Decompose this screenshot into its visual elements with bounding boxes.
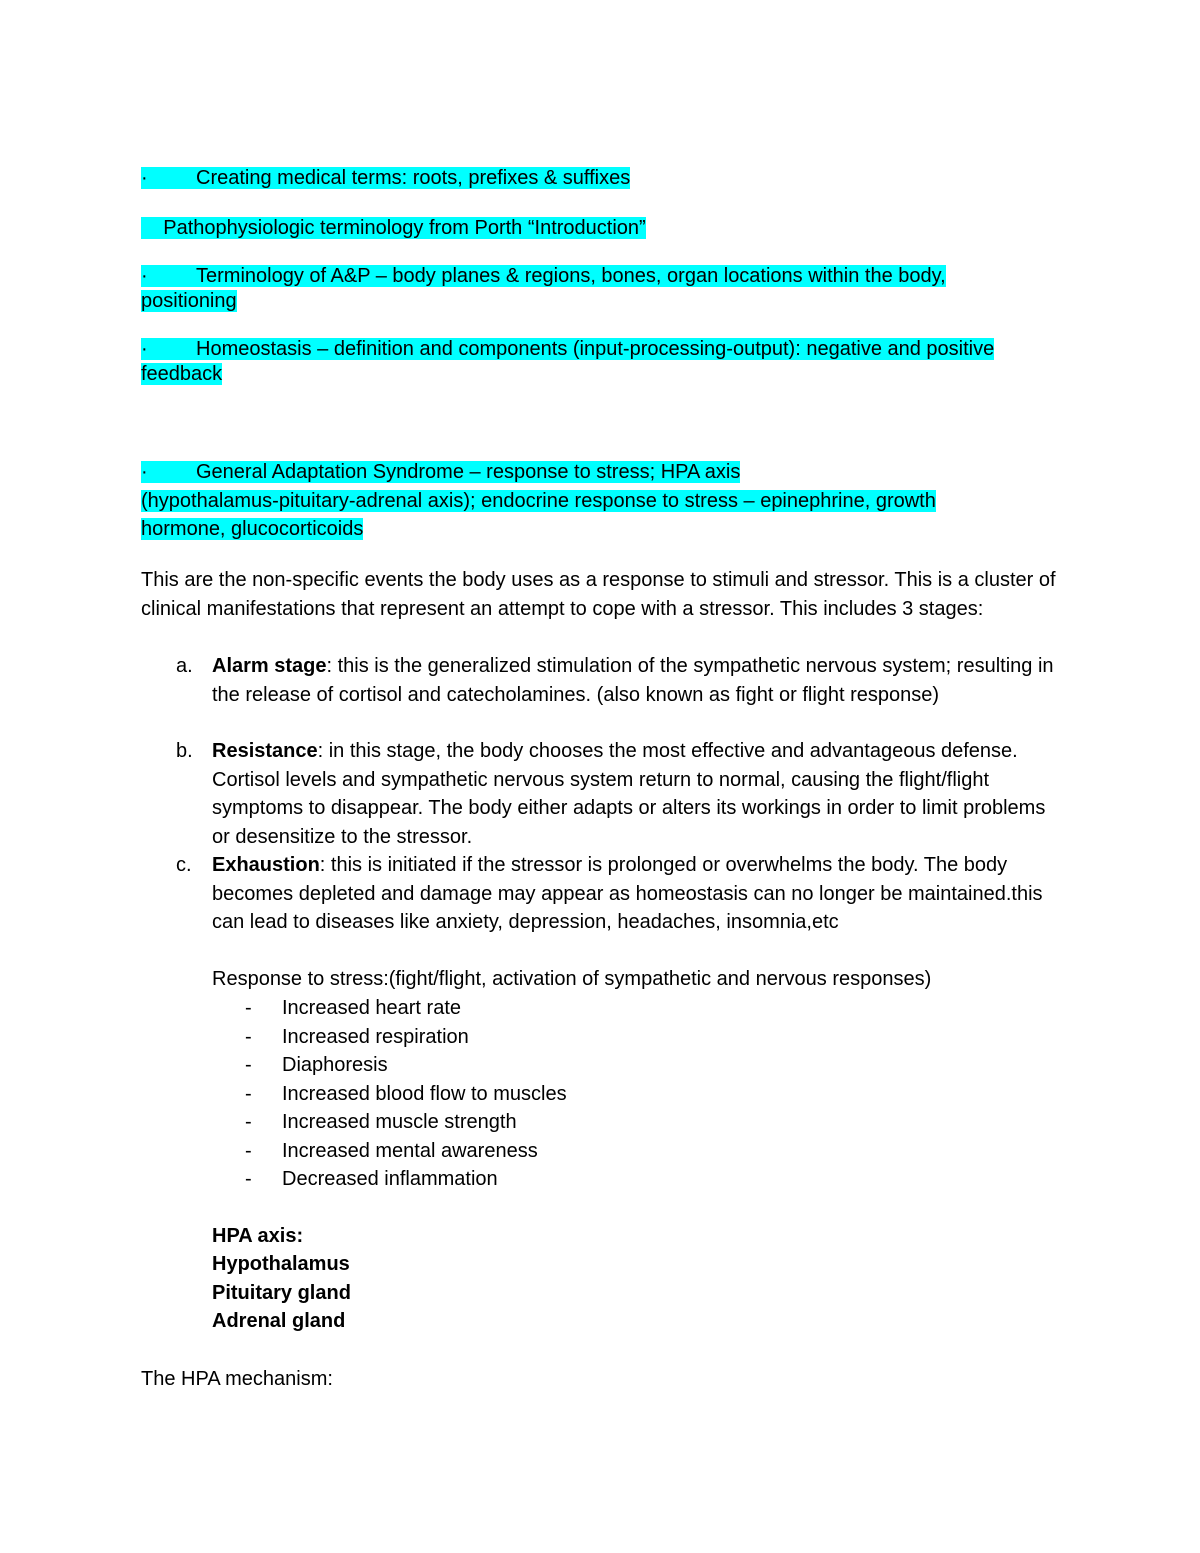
stage-resistance [212,737,1062,851]
list-item: - Increased muscle strength [245,1111,517,1133]
topic-text-continued: hormone, glucocorticoids [141,518,364,540]
hpa-axis-block [212,1222,351,1336]
bullet-dot: · [141,265,148,287]
bullet-dot: · [141,461,148,483]
stage-alarm [212,652,1062,709]
stage-letter: b. [176,740,193,762]
stage-description: : this is the generalized stimulation of the sympathetic nervous system; resulting in the release of cortisol and catecholamines. (also known as fight or flight response) [212,655,1054,706]
topic-text: Creating medical terms: roots, prefixes & suffixes [196,167,631,189]
hpa-item: Adrenal gland [212,1310,346,1333]
topic-text: Terminology of A&P – body planes & regions, bones, organ locations within the body, [196,265,946,287]
stage-letter: c. [176,854,192,876]
stage-description: : this is initiated if the stressor is prolonged or overwhelms the body. The body becomes depleted and damage may appear as homeostasis can no longer be maintained.this can lead to diseases like anxiety, depression, headaches, insomnia,etc [212,854,1043,933]
hpa-heading: HPA axis: [212,1225,304,1247]
stage-term: Resistance [212,740,318,762]
topic-text: Pathophysiologic terminology from Porth “Introduction” [163,217,646,239]
list-item: - Diaphoresis [245,1054,388,1076]
list-item: - Increased respiration [245,1025,469,1048]
bullet-dot: · [141,338,148,360]
hpa-item: Hypothalamus [212,1253,350,1276]
list-item: - Increased blood flow to muscles [245,1082,567,1105]
topic-text-continued: positioning [141,290,237,312]
stage-term: Alarm stage [212,655,327,677]
hpa-mechanism-heading: The HPA mechanism: [141,1368,333,1390]
bullet-dot: · [141,167,148,189]
topic-pathophysiologic [141,216,1071,241]
topic-homeostasis [141,337,1071,387]
response-title: Response to stress:(fight/flight, activation of sympathetic and nervous responses) [212,968,932,990]
topic-text-continued: feedback [141,363,223,385]
list-item: - Increased mental awareness [245,1139,538,1162]
stage-exhaustion [212,851,1062,937]
stage-letter: a. [176,655,193,677]
topic-gas [141,458,1071,544]
topic-text-continued: (hypothalamus-pituitary-adrenal axis); endocrine response to stress – epinephrine, growth [141,489,936,512]
topic-ap-terminology [141,264,1071,314]
stage-description: : in this stage, the body chooses the most effective and advantageous defense. Cortisol levels and sympathetic nervous system return to normal, causing the flight/flight symptoms to disappear. The body either adapts or alters its workings in order to limit problems or desensitize to the stressor. [212,740,1046,848]
response-list [212,994,567,1194]
topic-creating-terms [141,166,1071,191]
list-item: - Decreased inflammation [245,1168,498,1190]
list-item: - Increased heart rate [245,997,461,1019]
stage-term: Exhaustion [212,854,320,876]
intro-paragraph: This are the non-specific events the body uses as a response to stimuli and stressor. This is a cluster of clinical manifestations that represent an attempt to cope with a stressor. This includes 3 stages: [141,569,1056,620]
hpa-item: Pituitary gland [212,1281,351,1304]
topic-text: Homeostasis – definition and components (input-processing-output): negative and positive [196,338,995,360]
topic-text: General Adaptation Syndrome – response to stress; HPA axis [196,461,741,483]
